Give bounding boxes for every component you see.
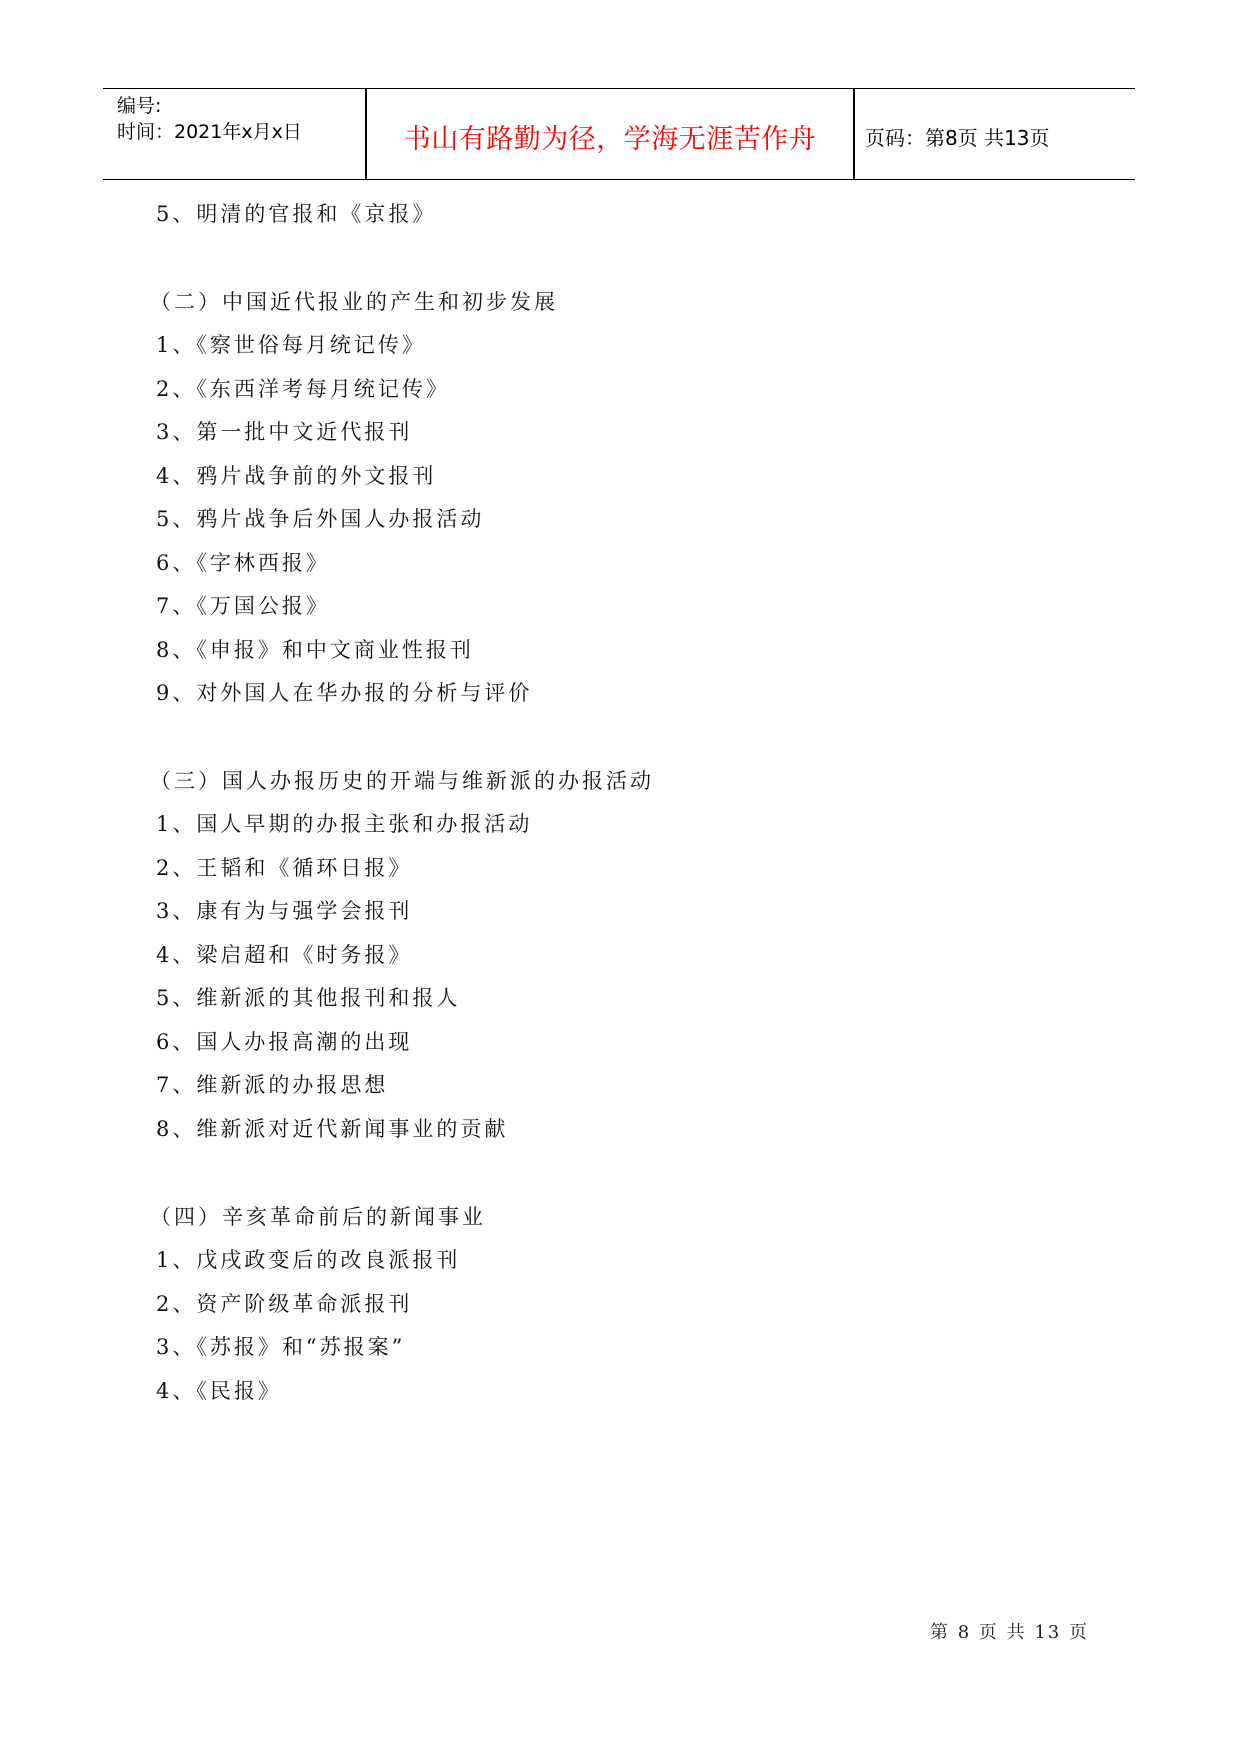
list-item: 5、维新派的其他报刊和报人 — [156, 986, 461, 1010]
list-item: 4、《民报》 — [156, 1379, 282, 1403]
list-item: 2、《东西洋考每月统记传》 — [156, 377, 450, 401]
section-heading: （二）中国近代报业的产生和初步发展 — [150, 290, 558, 314]
list-item: 1、国人早期的办报主张和办报活动 — [156, 812, 533, 836]
section-heading: （三）国人办报历史的开端与维新派的办报活动 — [150, 769, 654, 793]
list-item: 3、康有为与强学会报刊 — [156, 899, 413, 923]
header-divider — [853, 89, 855, 179]
page-footer: 第 8 页 共 13 页 — [930, 1622, 1089, 1643]
page-header — [103, 88, 1135, 180]
list-item: 2、资产阶级革命派报刊 — [156, 1292, 413, 1316]
list-item: 8、《申报》和中文商业性报刊 — [156, 638, 474, 662]
list-item: 1、戊戌政变后的改良派报刊 — [156, 1248, 461, 1272]
list-item: 7、维新派的办报思想 — [156, 1073, 389, 1097]
list-item: 6、国人办报高潮的出现 — [156, 1030, 413, 1054]
section-heading: （四）辛亥革命前后的新闻事业 — [150, 1205, 486, 1229]
list-item: 3、《苏报》和“苏报案” — [156, 1335, 406, 1359]
list-item: 2、王韬和《循环日报》 — [156, 856, 413, 880]
list-item: 1、《察世俗每月统记传》 — [156, 333, 426, 357]
header-meta — [117, 93, 302, 145]
serial-label: 编号: — [117, 95, 162, 117]
list-item: 6、《字林西报》 — [156, 551, 330, 575]
header-motto: 书山有路勤为径，学海无涯苦作舟 — [403, 124, 817, 155]
date-label: 时间：2021年x月x日 — [117, 121, 302, 143]
list-item: 5、明清的官报和《京报》 — [156, 202, 437, 226]
list-item: 4、鸦片战争前的外文报刊 — [156, 464, 437, 488]
list-item: 8、维新派对近代新闻事业的贡献 — [156, 1117, 509, 1141]
header-page-number: 页码：第8页 共13页 — [865, 126, 1050, 150]
list-item: 9、对外国人在华办报的分析与评价 — [156, 681, 533, 705]
list-item: 7、《万国公报》 — [156, 594, 330, 618]
list-item: 5、鸦片战争后外国人办报活动 — [156, 507, 485, 531]
list-item: 3、第一批中文近代报刊 — [156, 420, 413, 444]
list-item: 4、梁启超和《时务报》 — [156, 943, 413, 967]
